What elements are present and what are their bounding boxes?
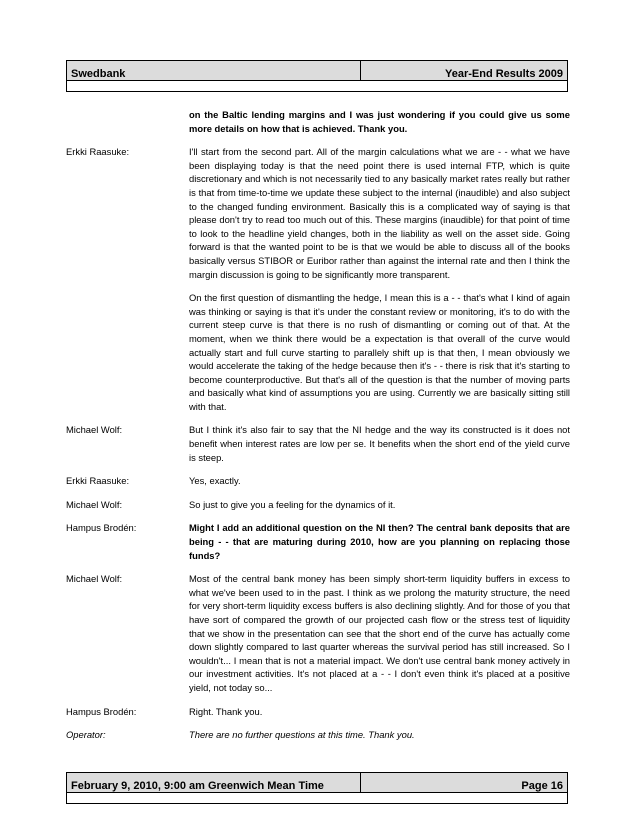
transcript-entry [66,423,570,464]
speaker-name: Michael Wolf: [66,424,123,436]
paragraph: But I think it's also fair to say that the NI hedge and the way its constructed is it does not benefit when interest rates are low per se. It benefits when the short end of the yield curve is steep. [189,424,570,463]
footer-rule [67,792,567,803]
speaker-text [189,108,570,135]
speaker-name: Michael Wolf: [66,498,123,510]
speaker-name: Operator: [66,729,106,741]
page-footer [66,772,568,804]
paragraph: I'll start from the second part. All of the margin calculations what we are - - what we have been displaying today is that the need point there is used internal FTP, which is quite discretionary and which is not necessarily tied to any basically market rates really but rather is that from time-to-time we update these subject to the internal (inaudible) and also subject to the changed funding environment. Basically this is a complicated way of saying is that please don't try to read too much out of this. These margins (inaudible) for that point of time to look to the headline yield changes, both in the liability as well on the asset side. Going forward is that the wanted point to be is that we would be able to discuss all of the books basically versus STIBOR or Euribor rather than against the internal rate and then I think the margin discussion is going to be significantly more transparent. [189,146,570,280]
header-company: Swedbank [67,61,361,91]
speaker-name: Hampus Brodén: [66,705,137,717]
transcript-entry [66,728,570,742]
speaker-text [189,521,570,562]
speaker-text [189,474,570,488]
page-header [66,60,568,92]
paragraph: Right. Thank you. [189,705,263,717]
paragraph: On the first question of dismantling the hedge, I mean this is a - - that's what I kind of again was thinking or saying is that it's under the constant review or monitoring, it's to do with the current steep curve is that there is no rush of dismantling or coming out of that. At the moment, when we think there would be a expectation is that overall of the curve would actually start and full curve starting to parallely shift up is that then, I mean obviously we would accelerate the taking of the hedge because then it's - - there is risk that it's starting to become counterproductive. But that's all of the question is that the number of moving parts and basically what kind of assumptions you are using. Currently we are basically sitting still with that. [189,292,570,412]
transcript-entry [66,572,570,694]
paragraph: on the Baltic lending margins and I was just wondering if you could give us some more details on how that is achieved. Thank you. [189,109,570,134]
speaker-name: Hampus Brodén: [66,522,137,534]
speaker-text [189,572,570,694]
transcript-entry [66,474,570,488]
speaker-text [189,728,570,742]
speaker-text [189,498,570,512]
transcript-entry [66,108,570,135]
speaker-name: Erkki Raasuke: [66,475,130,487]
speaker-name [66,108,189,135]
transcript-entry [66,498,570,512]
header-title: Year-End Results 2009 [361,61,567,91]
transcript [66,108,570,752]
header-rule [67,80,567,91]
footer-page-number: Page 16 [361,773,567,803]
paragraph: Yes, exactly. [189,475,241,487]
transcript-entry [66,145,570,413]
paragraph: So just to give you a feeling for the dynamics of it. [189,498,396,510]
footer-date: February 9, 2010, 9:00 am Greenwich Mean Time [67,773,361,803]
paragraph: There are no further questions at this time. Thank you. [189,729,415,741]
transcript-entry [66,521,570,562]
speaker-text [189,423,570,464]
speaker-name: Erkki Raasuke: [66,146,130,158]
speaker-text [189,145,570,413]
speaker-text [189,705,570,719]
paragraph: Might I add an additional question on the NI then? The central bank deposits that are being - - that are maturing during 2010, how are you planning on replacing those funds? [189,522,570,561]
speaker-name: Michael Wolf: [66,573,123,585]
transcript-entry [66,705,570,719]
paragraph: Most of the central bank money has been simply short-term liquidity buffers in excess to what we've been used to in the past. I think as we prolong the maturity structure, the need for very short-term liquidity excess buffers is also declining slightly. And for those of you that have sort of compared the growth of our projected cash flow or the stress test of liquidity that we show in the presentation can see that the short end of the curve has actually come down slightly compared to last quarter whereas the survival period has still increased. So I wouldn't... I mean that is not a material impact. We don't use central bank money actively in our investment activities. It's not placed at a - - I don't even think it's placed at a positive yield, not today so... [189,573,570,693]
